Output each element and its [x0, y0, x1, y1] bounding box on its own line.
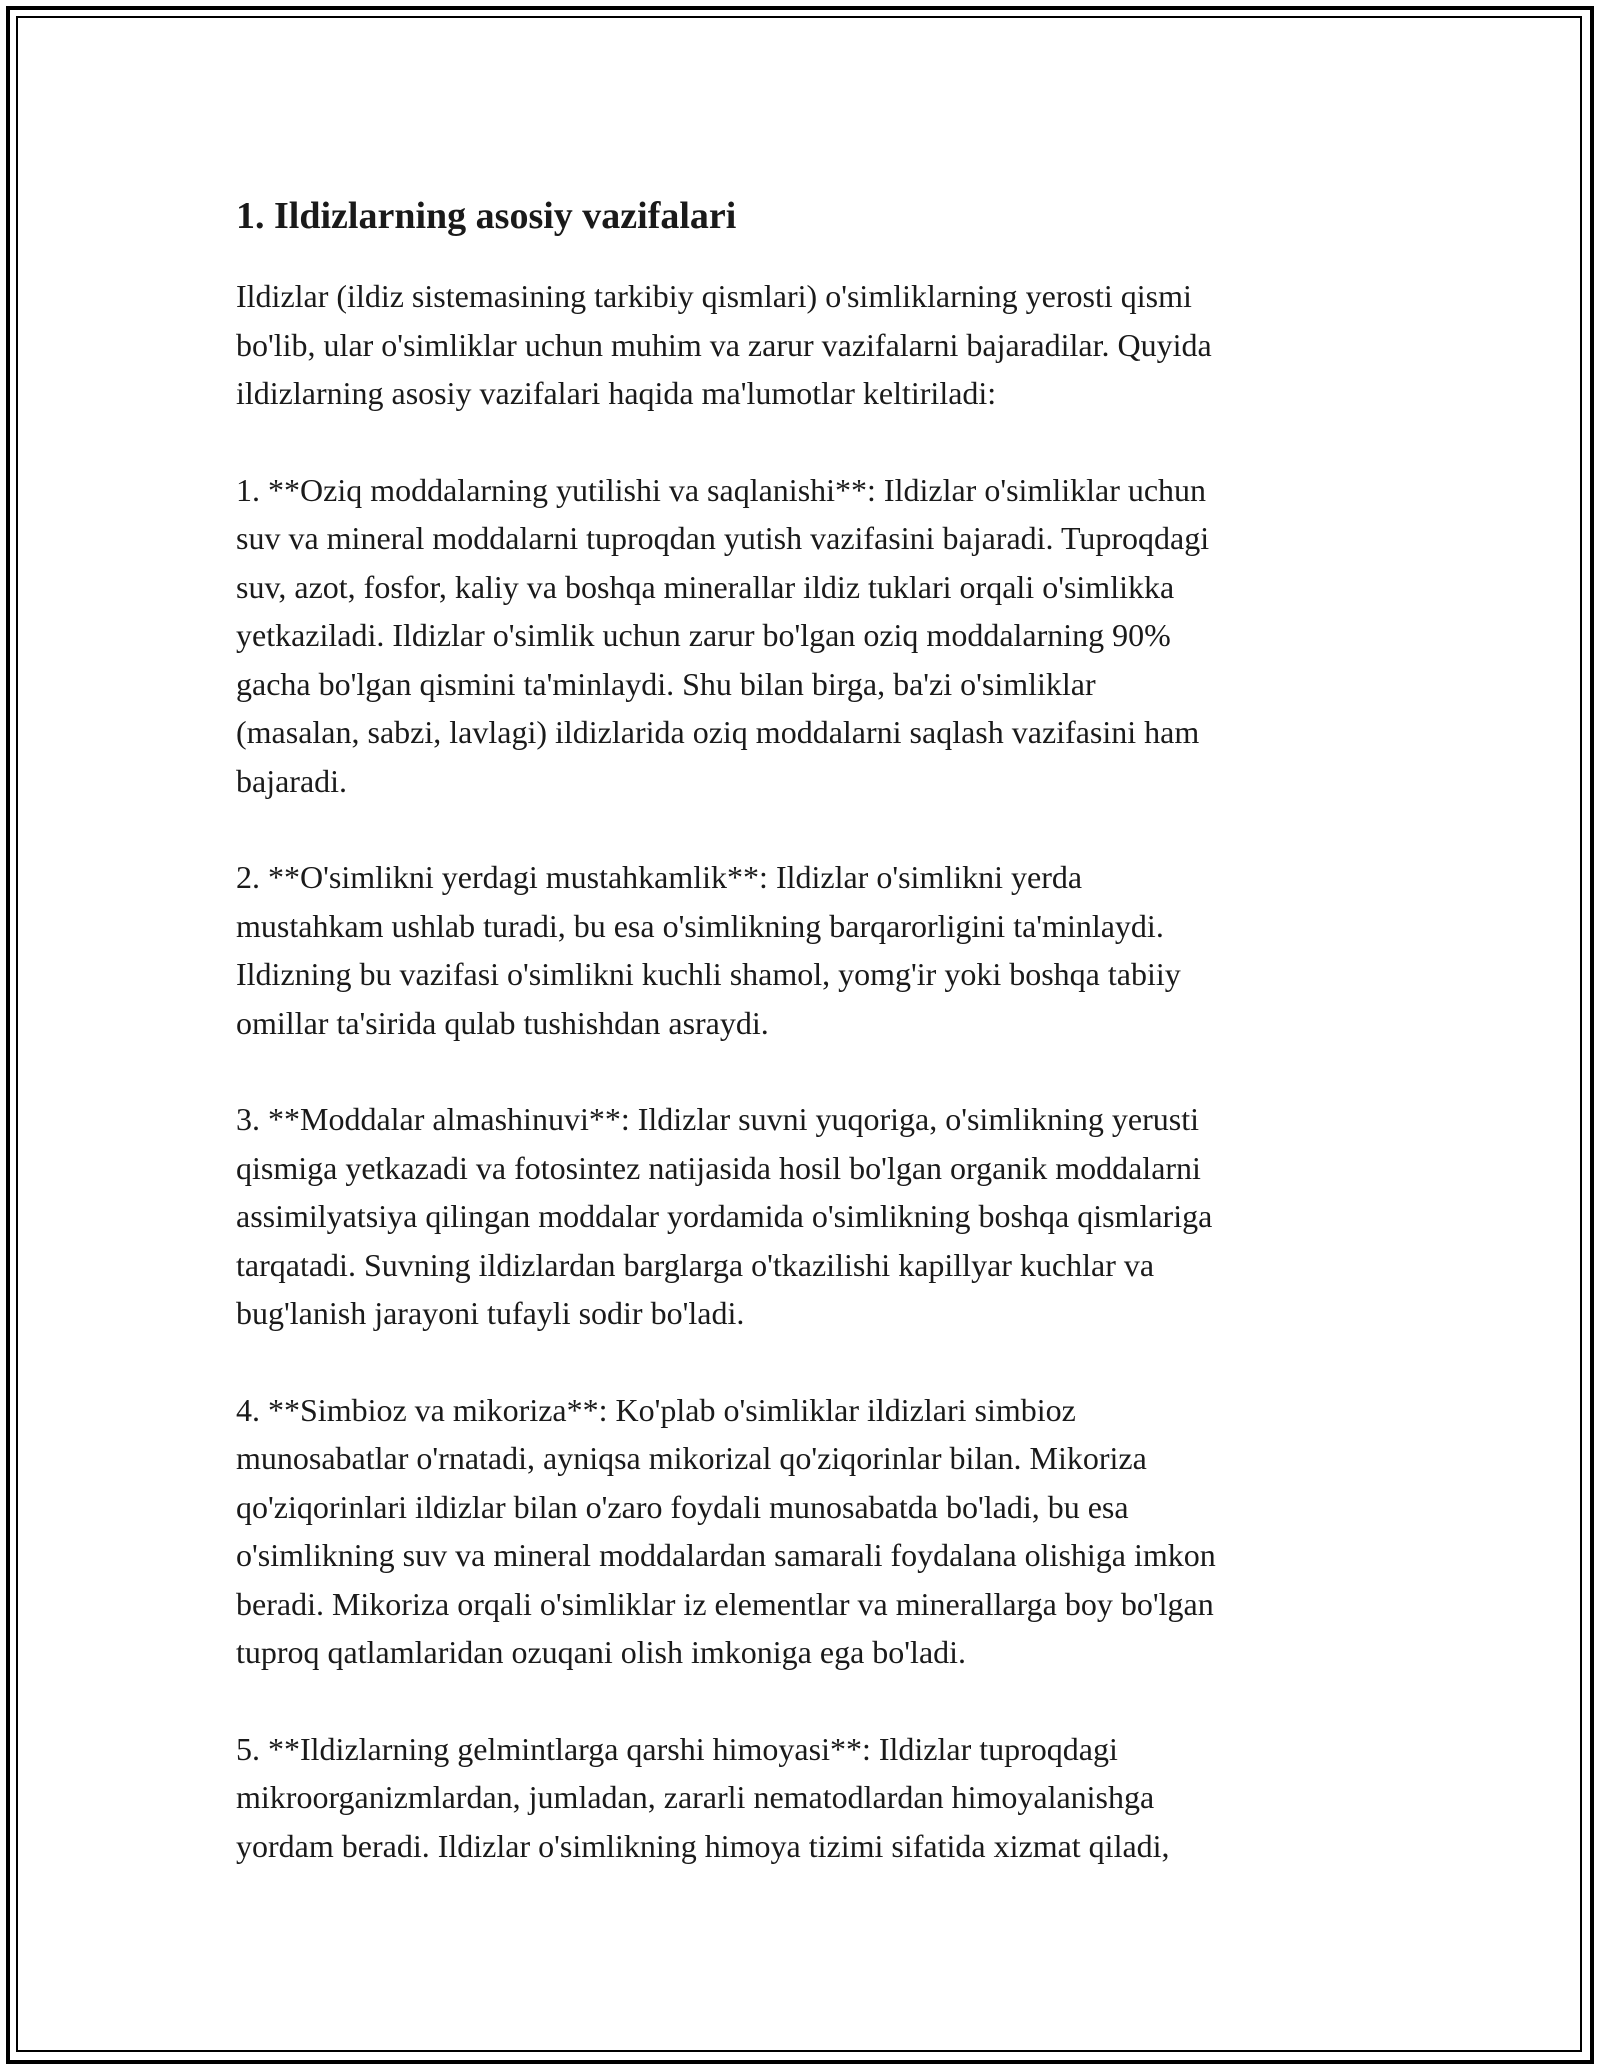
- list-item-root-protection: 5. **Ildizlarning gelmintlarga qarshi himoyasi**: Ildizlar tuproqdagi mikroorganizmlardan, jumladan, zararli nematodlardan himoyalanishga yordam beradi. Ildizlar o'simlikning himoya tizimi sifatida xizmat qiladi,: [236, 1730, 1170, 1864]
- list-item-anchorage: 2. **O'simlikni yerdagi mustahkamlik**: Ildizlar o'simlikni yerda mustahkam ushlab turadi, bu esa o'simlikning barqarorligini ta'minlaydi. Ildizning bu vazifasi o'simlikni kuchli shamol, yomg'ir yoki boshqa tabiiy omillar ta'sirida qulab tushishdan asraydi.: [236, 859, 1181, 1041]
- list-item-symbiosis-mycorrhiza: 4. **Simbioz va mikoriza**: Ko'plab o'simliklar ildizlari simbioz munosabatlar o'rnatadi, ayniqsa mikorizal qo'ziqorinlar bilan. Mikoriza qo'ziqorinlari ildizlar bilan o'zaro foydali munosabatda bo'ladi, bu esa o'simlikning suv va mineral moddalardan samarali foydalana olishiga imkon beradi. Mikoriza orqali o'simliklar iz elementlar va minerallarga boy bo'lgan tuproq qatlamlaridan ozuqani olish imkoniga ega bo'ladi.: [236, 1391, 1216, 1670]
- document-body: [236, 190, 1366, 1918]
- intro-paragraph: Ildizlar (ildiz sistemasining tarkibiy qismlari) o'simliklarning yerosti qismi bo'lib, ular o'simliklar uchun muhim va zarur vazifalarni bajaradilar. Quyida ildizlarning asosiy vazifalari haqida ma'lumotlar keltiriladi:: [236, 278, 1212, 411]
- list-item-nutrient-absorption: 1. **Oziq moddalarning yutilishi va saqlanishi**: Ildizlar o'simliklar uchun suv va mineral moddalarni tuproqdan yutish vazifasini bajaradi. Tuproqdagi suv, azot, fosfor, kaliy va boshqa minerallar ildiz tuklari orqali o'simlikka yetkaziladi. Ildizlar o'simlik uchun zarur bo'lgan oziq moddalarning 90% gacha bo'lgan qismini ta'minlaydi. Shu bilan birga, ba'zi o'simliklar (masalan, sabzi, lavlagi) ildizlarida oziq moddalarni saqlash vazifasini ham bajaradi.: [236, 471, 1210, 799]
- section-heading: 1. Ildizlarning asosiy vazifalari: [236, 195, 737, 237]
- list-item-substance-exchange: 3. **Moddalar almashinuvi**: Ildizlar suvni yuqoriga, o'simlikning yerusti qismiga yetkazadi va fotosintez natijasida hosil bo'lgan organik moddalarni assimilyatsiya qilingan moddalar yordamida o'simlikning boshqa qismlariga tarqatadi. Suvning ildizlardan barglarga o'tkazilishi kapillyar kuchlar va bug'lanish jarayoni tufayli sodir bo'ladi.: [236, 1101, 1213, 1331]
